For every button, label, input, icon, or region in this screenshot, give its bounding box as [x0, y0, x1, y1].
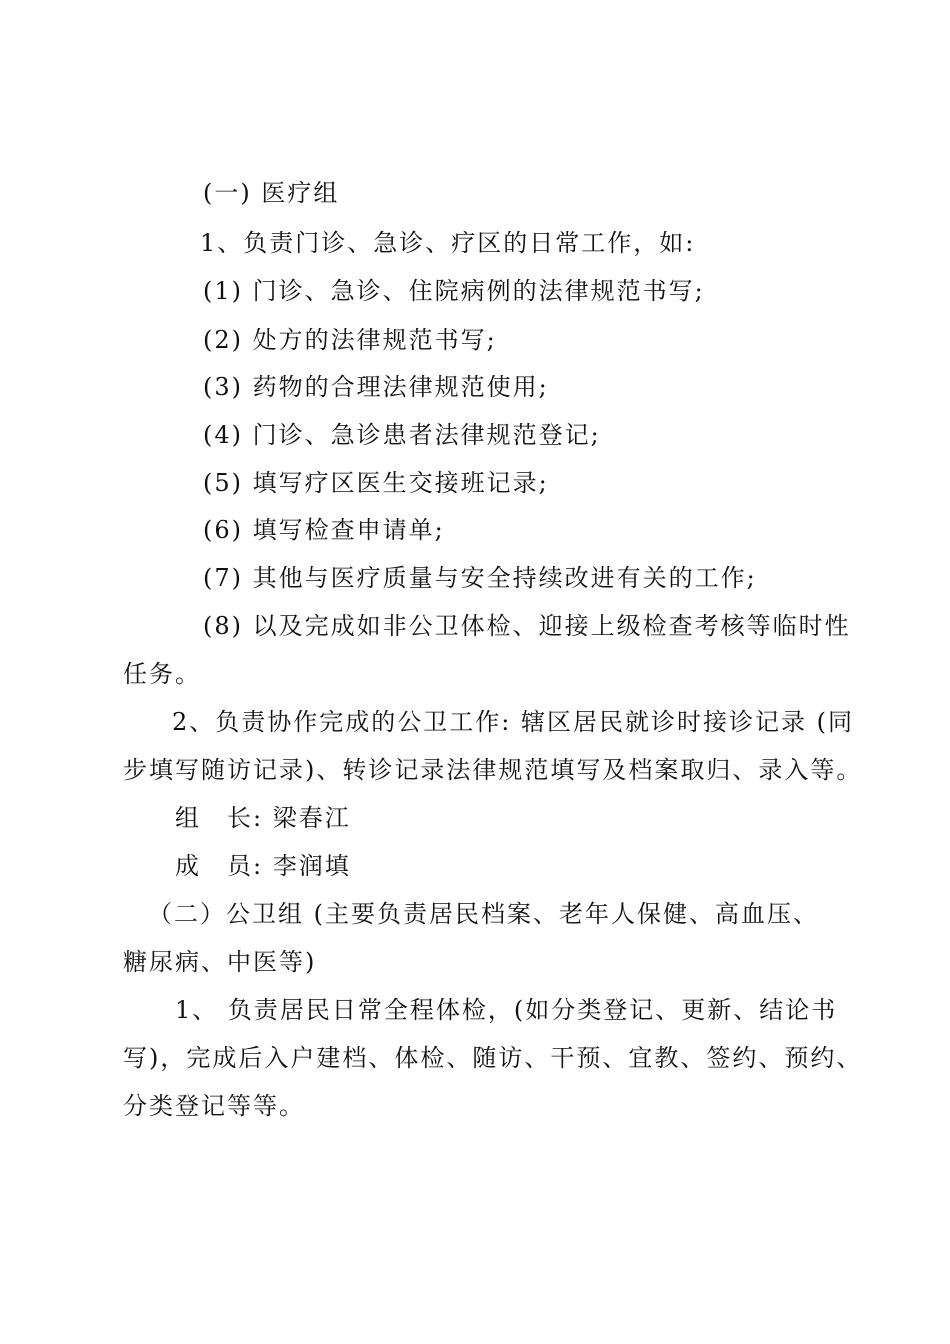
- paragraph-line: 1、负责门诊、急诊、疗区的日常工作，如:: [200, 229, 696, 257]
- paragraph-line: 步填写随访记录)、转诊记录法律规范填写及档案取归、录入等。: [123, 756, 863, 784]
- section-heading-public-health: （二）公卫组 (主要负责居民档案、老年人保健、高血压、: [148, 900, 819, 928]
- group-member-line: 成 员: 李润填: [175, 852, 351, 880]
- paragraph-line: 写)，完成后入户建档、体检、随访、干预、宜教、签约、预约、: [123, 1044, 863, 1072]
- group-leader-line: 组 长: 梁春江: [175, 804, 351, 832]
- section-heading-medical: (一) 医疗组: [203, 179, 340, 207]
- paragraph-line: 2、负责协作完成的公卫工作: 辖区居民就诊时接诊记录 (同: [172, 708, 854, 736]
- list-item: (2) 处方的法律规范书写;: [203, 326, 497, 354]
- paragraph-line: 任务。: [123, 660, 201, 688]
- list-item: (4) 门诊、急诊患者法律规范登记;: [203, 421, 601, 449]
- paragraph-line: 分类登记等等。: [123, 1092, 305, 1120]
- list-item: (5) 填写疗区医生交接班记录;: [203, 469, 549, 497]
- paragraph-line: 糖尿病、中医等): [123, 948, 317, 976]
- list-item: (1) 门诊、急诊、住院病例的法律规范书写;: [203, 277, 705, 305]
- list-item: (3) 药物的合理法律规范使用;: [203, 373, 549, 401]
- list-item: (8) 以及完成如非公卫体检、迎接上级检查考核等临时性: [203, 612, 851, 640]
- list-item: (7) 其他与医疗质量与安全持续改进有关的工作;: [203, 564, 757, 592]
- paragraph-line: 1、 负责居民日常全程体检，(如分类登记、更新、结论书: [175, 996, 838, 1024]
- list-item: (6) 填写检查申请单;: [203, 516, 445, 544]
